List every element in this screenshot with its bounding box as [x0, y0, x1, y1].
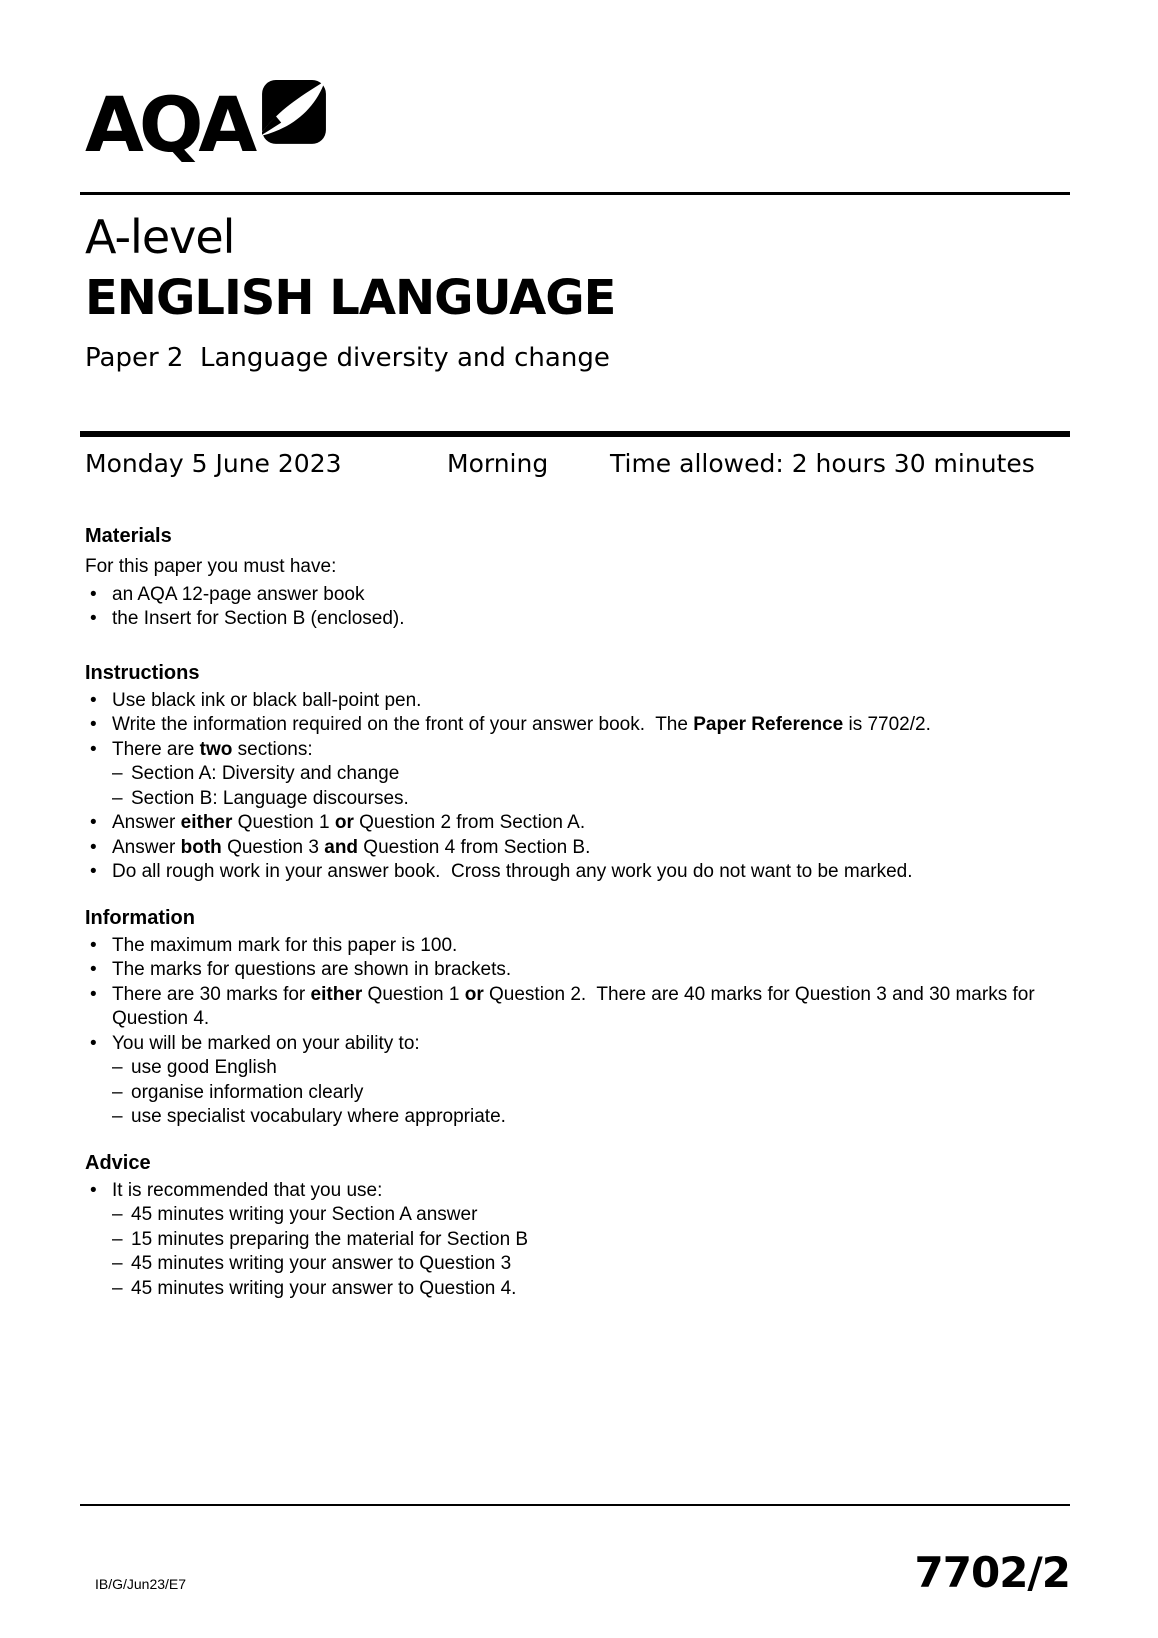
- materials-bullet-2: [80, 607, 1070, 632]
- list-item-text: Section B: Language discourses.: [131, 787, 409, 809]
- paper-title: Paper 2 Language diversity and change: [85, 343, 610, 373]
- aqa-logo-text: AQA: [85, 80, 253, 169]
- list-item-text: Section A: Diversity and change: [131, 763, 400, 784]
- bullet-marker: •: [90, 934, 97, 956]
- header-divider: [80, 192, 1070, 195]
- list-item-text: 45 minutes writing your answer to Question 4.: [131, 1277, 517, 1299]
- dash-marker: –: [112, 1081, 123, 1103]
- bullet-marker: •: [90, 861, 97, 882]
- bullet-marker: •: [90, 714, 97, 735]
- footer-code: IB/G/Jun23/E7: [95, 1576, 187, 1592]
- materials-intro: For this paper you must have:: [85, 556, 337, 577]
- dash-marker: –: [112, 1228, 123, 1250]
- dash-marker: –: [112, 787, 123, 809]
- instructions-bullet-2: [80, 713, 1070, 738]
- list-item-text: 45 minutes writing your answer to Question 3: [131, 1253, 512, 1274]
- bullet-marker: •: [90, 583, 97, 605]
- information-bullet-1: [80, 934, 1070, 959]
- subject-title: ENGLISH LANGUAGE: [85, 270, 616, 326]
- list-item-text: There are 30 marks for either Question 1 or Question 2. There are 40 marks for Question 3 and 30 marks for Question 4.: [112, 983, 1040, 1029]
- list-item-text: organise information clearly: [131, 1081, 364, 1103]
- instructions-bullet-6: [80, 860, 1070, 885]
- leaf-icon: [262, 80, 326, 146]
- instructions-heading: Instructions: [85, 661, 200, 684]
- time-allowed: Time allowed: 2 hours 30 minutes: [610, 449, 1035, 478]
- list-item-text: Use black ink or black ball-point pen.: [112, 689, 422, 711]
- instructions-bullet-1: [80, 689, 1070, 714]
- information-bullet-3: [80, 983, 1070, 1032]
- bullet-marker: •: [90, 983, 97, 1005]
- advice-subitem-3: [80, 1252, 1070, 1277]
- bullet-marker: •: [90, 1179, 97, 1201]
- dash-marker: –: [112, 1277, 123, 1299]
- list-item-text: Answer either Question 1 or Question 2 from Section A.: [112, 812, 586, 833]
- advice-subitem-4: [80, 1277, 1070, 1302]
- dash-marker: –: [112, 1253, 123, 1274]
- instructions-bullet-4: [80, 811, 1070, 836]
- bullet-marker: •: [90, 1032, 97, 1054]
- instructions-list: [80, 689, 1070, 885]
- bullet-marker: •: [90, 812, 97, 833]
- instructions-subitem-1: [80, 762, 1070, 787]
- footer: [80, 1550, 1070, 1596]
- list-item-text: It is recommended that you use:: [112, 1179, 383, 1201]
- list-item-text: The marks for questions are shown in brackets.: [112, 959, 512, 980]
- bullet-marker: •: [90, 738, 97, 760]
- information-subitem-1: [80, 1056, 1070, 1081]
- information-subitem-3: [80, 1105, 1070, 1130]
- bullet-marker: •: [90, 689, 97, 711]
- list-item-text: the Insert for Section B (enclosed).: [112, 608, 405, 629]
- list-item-text: You will be marked on your ability to:: [112, 1032, 420, 1054]
- list-item-text: There are two sections:: [112, 738, 313, 760]
- information-list: [80, 934, 1070, 1130]
- list-item-text: 15 minutes preparing the material for Section B: [131, 1228, 529, 1250]
- dash-marker: –: [112, 1057, 123, 1078]
- information-subitem-2: [80, 1081, 1070, 1106]
- bullet-marker: •: [90, 959, 97, 980]
- aqa-logo: [85, 80, 1070, 169]
- advice-heading: Advice: [85, 1151, 151, 1174]
- advice-bullet-1: [80, 1179, 1070, 1204]
- materials-list: [80, 583, 1070, 632]
- information-heading: Information: [85, 906, 195, 929]
- list-item-text: The maximum mark for this paper is 100.: [112, 934, 458, 956]
- exam-time-of-day: Morning: [447, 449, 549, 478]
- advice-subitem-2: [80, 1228, 1070, 1253]
- dash-marker: –: [112, 1204, 123, 1225]
- session-row: [85, 447, 1070, 481]
- list-item-text: Answer both Question 3 and Question 4 from Section B.: [112, 836, 591, 858]
- list-item-text: an AQA 12-page answer book: [112, 583, 365, 605]
- advice-subitem-1: [80, 1203, 1070, 1228]
- information-bullet-2: [80, 958, 1070, 983]
- dash-marker: –: [112, 1106, 123, 1127]
- exam-date: Monday 5 June 2023: [85, 449, 342, 478]
- bullet-marker: •: [90, 608, 97, 629]
- information-bullet-4: [80, 1032, 1070, 1057]
- bullet-marker: •: [90, 836, 97, 858]
- materials-heading: Materials: [85, 525, 172, 547]
- list-item-text: use specialist vocabulary where appropriate.: [131, 1106, 506, 1127]
- list-item-text: Do all rough work in your answer book. Cross through any work you do not want to be marked.: [112, 861, 913, 882]
- materials-bullet-1: [80, 583, 1070, 608]
- list-item-text: 45 minutes writing your Section A answer: [131, 1204, 478, 1225]
- instructions-bullet-3: [80, 738, 1070, 763]
- qualification-title: A-level: [85, 210, 235, 264]
- list-item-text: Write the information required on the front of your answer book. The Paper Reference is 7702/2.: [112, 714, 931, 735]
- dash-marker: –: [112, 763, 123, 784]
- advice-list: [80, 1179, 1070, 1302]
- footer-divider: [80, 1504, 1070, 1506]
- paper-reference: 7702/2: [914, 1548, 1070, 1597]
- list-item-text: use good English: [131, 1057, 277, 1078]
- instructions-bullet-5: [80, 836, 1070, 861]
- instructions-subitem-2: [80, 787, 1070, 812]
- title-divider: [80, 431, 1070, 437]
